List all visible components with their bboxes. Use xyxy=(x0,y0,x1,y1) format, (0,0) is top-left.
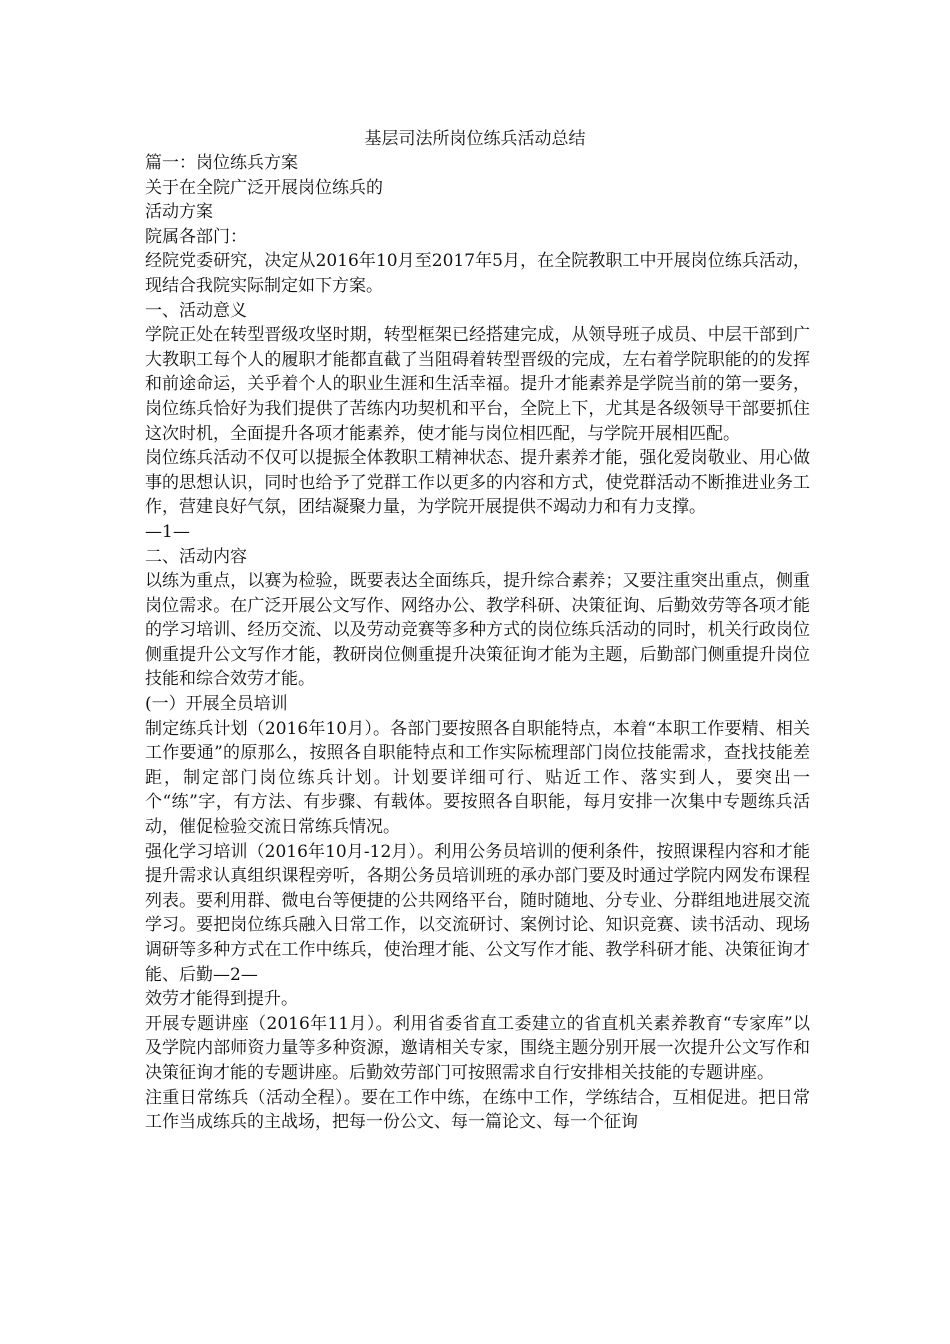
study-training-paragraph: 强化学习培训（2016年10月-12月）。利用公务员培训的便利条件，按照课程内容和才能提升需求认真组织课程旁听，各期公务员培训班的承办部门要及时通过学院内网发布课程列表。要利用群、微电台等便捷的公共网络平台，随时随地、分专业、分群组地进展交流学习。要把岗位练兵融入日常工作，以交流研讨、案例讨论、知识竞赛、读书活动、现场调研等多种方式在工作中练兵，使治理才能、公文写作才能、教学科研才能、决策征询才能、后勤—2— xyxy=(145,841,810,985)
lecture-paragraph: 开展专题讲座（2016年11月）。利用省委省直工委建立的省直机关素养教育“专家库”以及学院内部师资力量等多种资源，邀请相关专家，围绕主题分别开展一次提升公文写作和决策征询才能的专题讲座。后勤效劳部门可按照需求自行安排相关技能的专题讲座。 xyxy=(145,1013,810,1083)
daily-practice-paragraph: 注重日常练兵（活动全程）。要在工作中练，在练中工作，学练结合，互相促进。把日常工作当成练兵的主战场，把每一份公文、每一篇论文、每一个征询 xyxy=(145,1087,810,1133)
plan-title-line-2: 活动方案 xyxy=(145,202,213,223)
section-heading-part-one: 篇一：岗位练兵方案 xyxy=(145,153,298,173)
training-plan-paragraph: 制定练兵计划（2016年10月）。各部门要按照各自职能特点，本着“本职工作要精、相关工作要通”的原那么，按照各自职能特点和工作实际梳理部门岗位技能需求，查找技能差距，制定部门岗位练兵计划。计划要详细可行、贴近工作、落实到人，要突出一个“练”字，有方法、有步骤、有载体。要按照各自职能，每月安排一次集中专题练兵活动，催促检验交流日常练兵情况。 xyxy=(145,718,810,838)
content-paragraph: 以练为重点，以赛为检验，既要表达全面练兵，提升综合素养；又要注重突出重点，侧重岗位需求。在广泛开展公文写作、网络办公、教学科研、决策征询、后勤效劳等各项才能的学习培训、经历交流、以及劳动竞赛等多种方式的岗位练兵活动的同时，机关行政岗位侧重提升公文写作才能，教研岗位侧重提升决策征询才能为主题，后勤部门侧重提升岗位技能和综合效劳才能。 xyxy=(145,571,810,690)
salutation: 院属各部门： xyxy=(145,226,247,247)
study-training-continued: 效劳才能得到提升。 xyxy=(145,989,298,1010)
document-body xyxy=(145,151,810,1135)
significance-paragraph-1: 学院正处在转型晋级攻坚时期，转型框架已经搭建完成，从领导班子成员、中层干部到广大教职工每个人的履职才能都直截了当阻碍着转型晋级的完成，左右着学院职能的的发挥和前途命运，关乎着个人的职业生涯和生活幸福。提升才能素养是学院当前的第一要务，岗位练兵恰好为我们提供了苦练内功契机和平台，全院上下，尤其是各级领导干部要抓住这次时机，全面提升各项才能素养，使才能与岗位相匹配，与学院开展相匹配。 xyxy=(145,325,810,444)
document-title: 基层司法所岗位练兵活动总结 xyxy=(364,129,586,149)
heading-activity-content: 二、活动内容 xyxy=(145,546,247,567)
plan-title-line-1: 关于在全院广泛开展岗位练兵的 xyxy=(145,177,383,198)
intro-paragraph: 经院党委研究，决定从2016年10月至2017年5月，在全院教职工中开展岗位练兵活动，现结合我院实际制定如下方案。 xyxy=(145,251,810,296)
heading-activity-significance: 一、活动意义 xyxy=(145,300,247,321)
subheading-staff-training: (一）开展全员培训 xyxy=(145,694,288,715)
significance-paragraph-2: 岗位练兵活动不仅可以提振全体教职工精神状态、提升素养才能，强化爱岗敬业、用心做事的思想认识，同时也给予了党群工作以更多的内容和方式，使党群活动不断推进业务工作，营建良好气氛，团结凝聚力量，为学院开展提供不竭动力和有力支撑。 xyxy=(145,448,810,518)
page-number-1: —1— xyxy=(145,521,190,542)
